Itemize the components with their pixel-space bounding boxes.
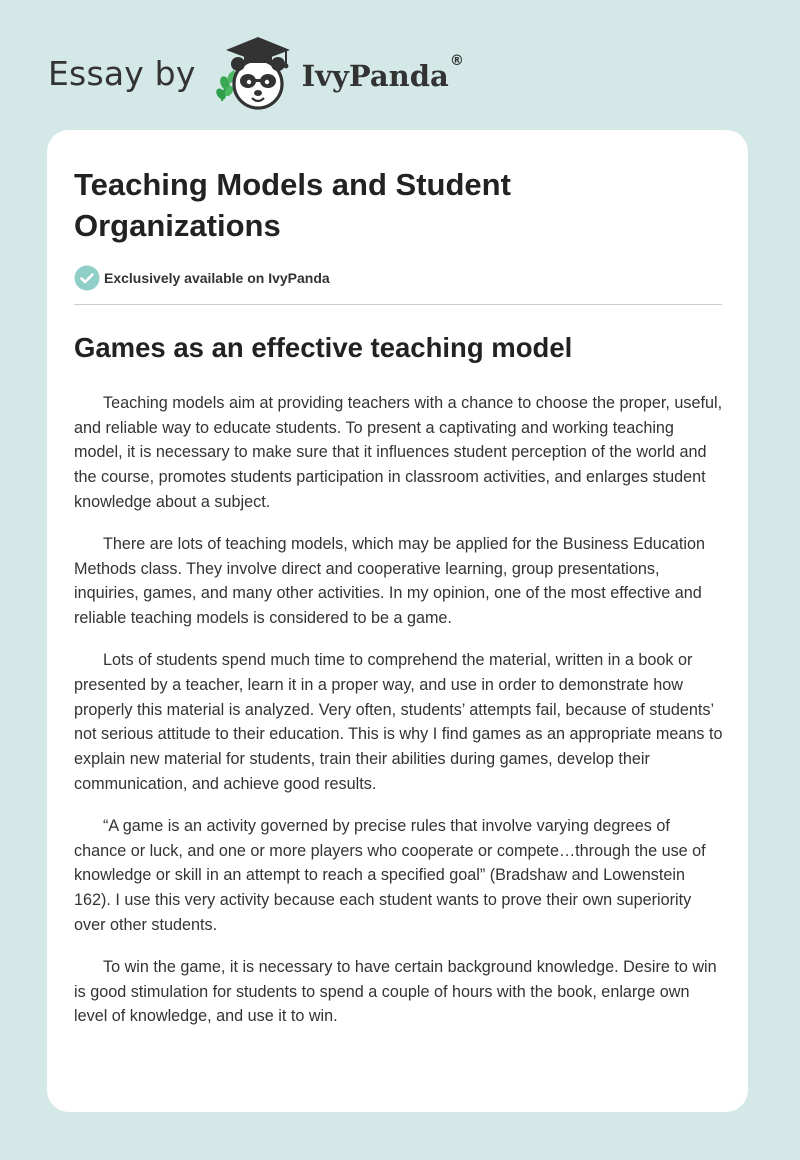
exclusive-badge: [74, 264, 722, 292]
panda-graduate-logo-icon: [212, 31, 296, 115]
brand-header: [48, 28, 464, 118]
essay-card: [47, 130, 748, 1112]
body-paragraph: Lots of students spend much time to comprehend the material, written in a book or presented by a teacher, learn it in a proper way, and use in order to demonstrate how properly this material is analyzed. Very often, students’ attempts fail, because of students’ not serious attitude to their education. This is why I find games as an appropriate means to explain new material for students, train their abilities during games, develop their communication, and achieve good results.: [74, 651, 723, 793]
brand-name: IvyPanda: [301, 59, 449, 93]
body-paragraph: “A game is an activity governed by precise rules that involve varying degrees of chance or luck, and one or more players who cooperate or compete…through the use of knowledge or skill in an attempt to reach a specified goal” (Bradshaw and Lowenstein 162). I use this very activity because each student wants to prove their own superiority over other students.: [74, 817, 706, 934]
badge-label: Exclusively available on IvyPanda: [104, 270, 330, 286]
divider: [74, 304, 722, 305]
page-title: Teaching Models and Student Organizations: [74, 167, 511, 243]
registered-mark: ®: [449, 53, 464, 69]
check-circle-icon: [74, 265, 100, 291]
section-heading: Games as an effective teaching model: [74, 332, 573, 363]
body-paragraph: There are lots of teaching models, which may be applied for the Business Education Methods class. They involve direct and cooperative learning, group presentations, inquiries, games, and many other activities. In my opinion, one of the most effective and reliable teaching models is considered to be a game.: [74, 535, 705, 628]
body-paragraph: To win the game, it is necessary to have certain background knowledge. Desire to win is good stimulation for students to spend a couple of hours with the book, enlarge own level of knowledge, and use it to win.: [74, 958, 717, 1026]
body-paragraph: Teaching models aim at providing teachers with a chance to choose the proper, useful, and reliable way to educate students. To present a captivating and working teaching model, it is necessary to make sure that it influences student perception of the world and the course, promotes students participation in classroom activities, and enlarges student knowledge about a subject.: [74, 394, 723, 511]
essay-by-label: Essay by: [48, 53, 196, 93]
